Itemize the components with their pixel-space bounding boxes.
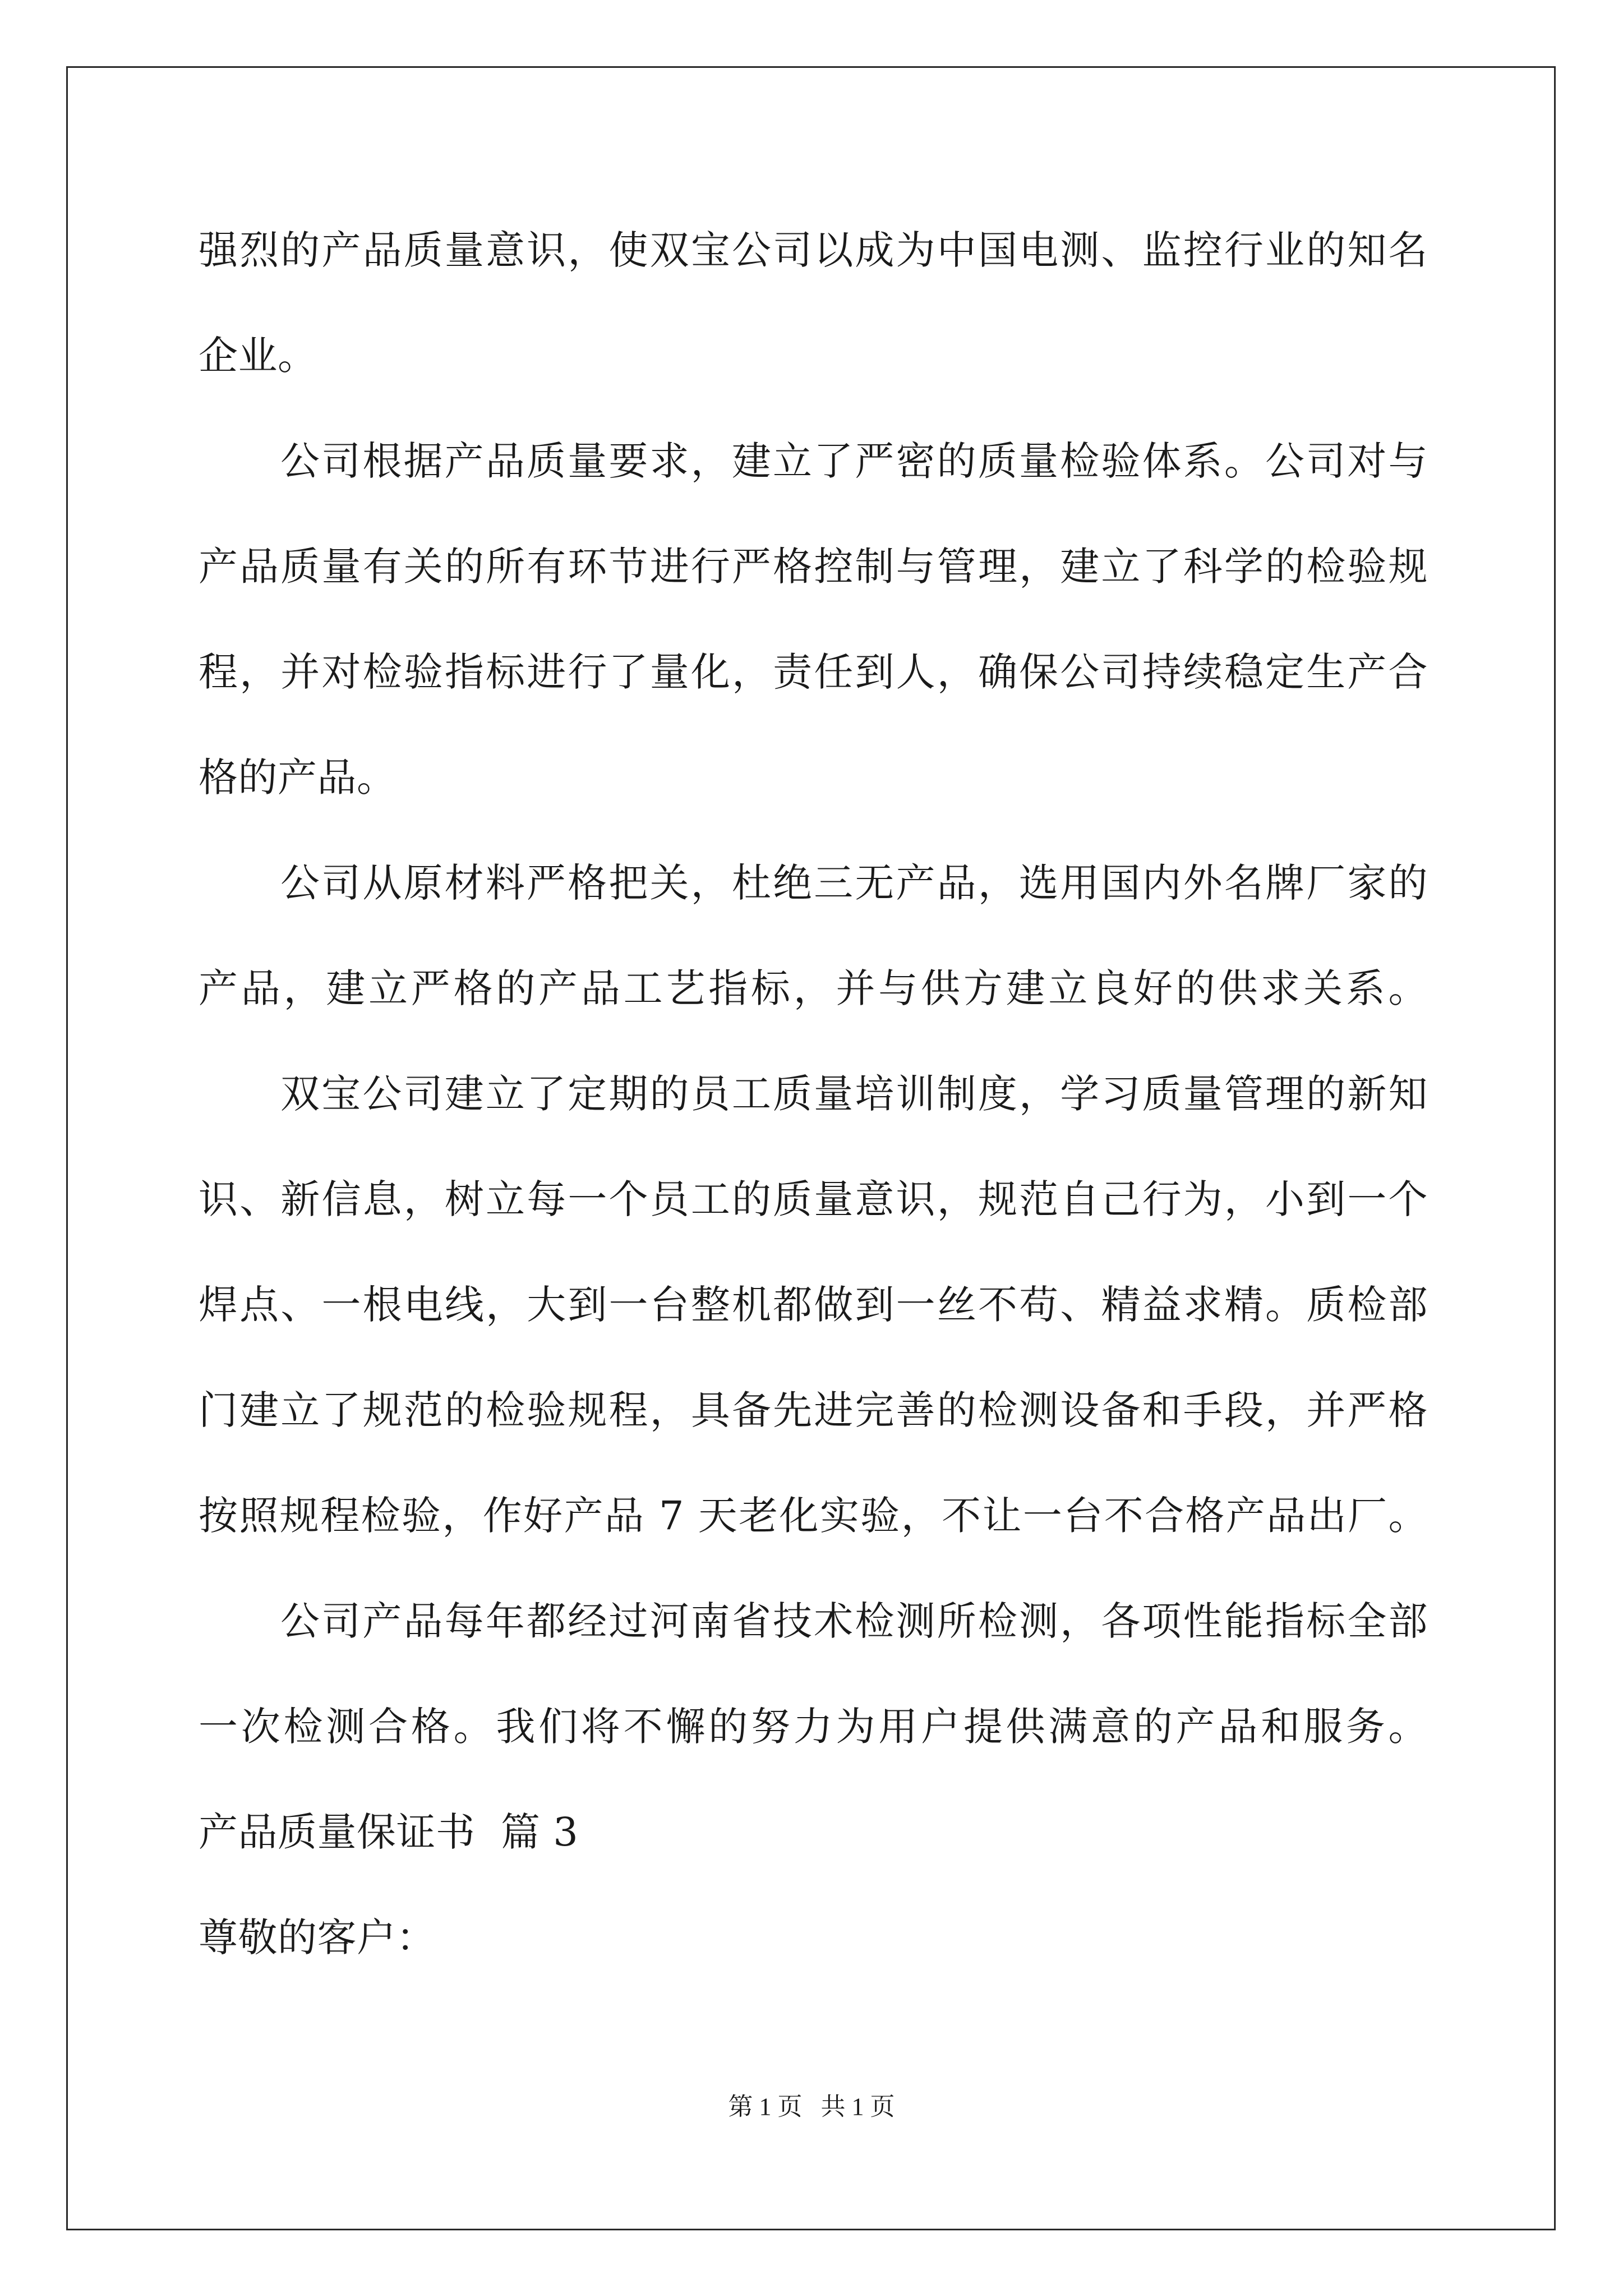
document-body [199, 212, 1428, 2005]
paragraph-line: 企业。 [199, 333, 317, 379]
paragraph-line: 强烈的产品质量意识，使双宝公司以成为中国电测、监控行业的知名 [199, 227, 1428, 273]
paragraph-line: 一次检测合格。我们将不懈的努力为用户提供满意的产品和服务。 [199, 1704, 1428, 1750]
paragraph-line: 产品质量有关的所有环节进行严格控制与管理，建立了科学的检验规 [199, 544, 1428, 590]
salutation: 尊敬的客户： [199, 1915, 436, 1961]
paragraph-line: 门建立了规范的检验规程，具备先进完善的检测设备和手段，并严格 [199, 1387, 1428, 1433]
paragraph-line: 焊点、一根电线，大到一台整机都做到一丝不苟、精益求精。质检部 [199, 1282, 1428, 1328]
paragraph-line: 格的产品。 [199, 754, 396, 800]
paragraph-line: 公司根据产品质量要求，建立了严密的质量检验体系。公司对与 [280, 438, 1428, 484]
paragraph-line: 识、新信息，树立每一个员工的质量意识，规范自己行为，小到一个 [199, 1176, 1428, 1222]
paragraph-line: 公司从原材料严格把关，杜绝三无产品，选用国内外名牌厂家的 [280, 860, 1428, 906]
page-footer: 第 1 页 共 1 页 [728, 2093, 895, 2120]
paragraph-line: 程，并对检验指标进行了量化，责任到人，确保公司持续稳定生产合 [199, 649, 1428, 695]
paragraph-line: 公司产品每年都经过河南省技术检测所检测，各项性能指标全部 [280, 1598, 1428, 1644]
paragraph-line: 双宝公司建立了定期的员工质量培训制度，学习质量管理的新知 [280, 1071, 1428, 1117]
paragraph-line: 产品，建立严格的产品工艺指标，并与供方建立良好的供求关系。 [199, 965, 1428, 1011]
paragraph-line: 按照规程检验，作好产品 7 天老化实验，不让一台不合格产品出厂。 [199, 1493, 1428, 1539]
section-heading: 产品质量保证书 篇 3 [199, 1809, 579, 1855]
